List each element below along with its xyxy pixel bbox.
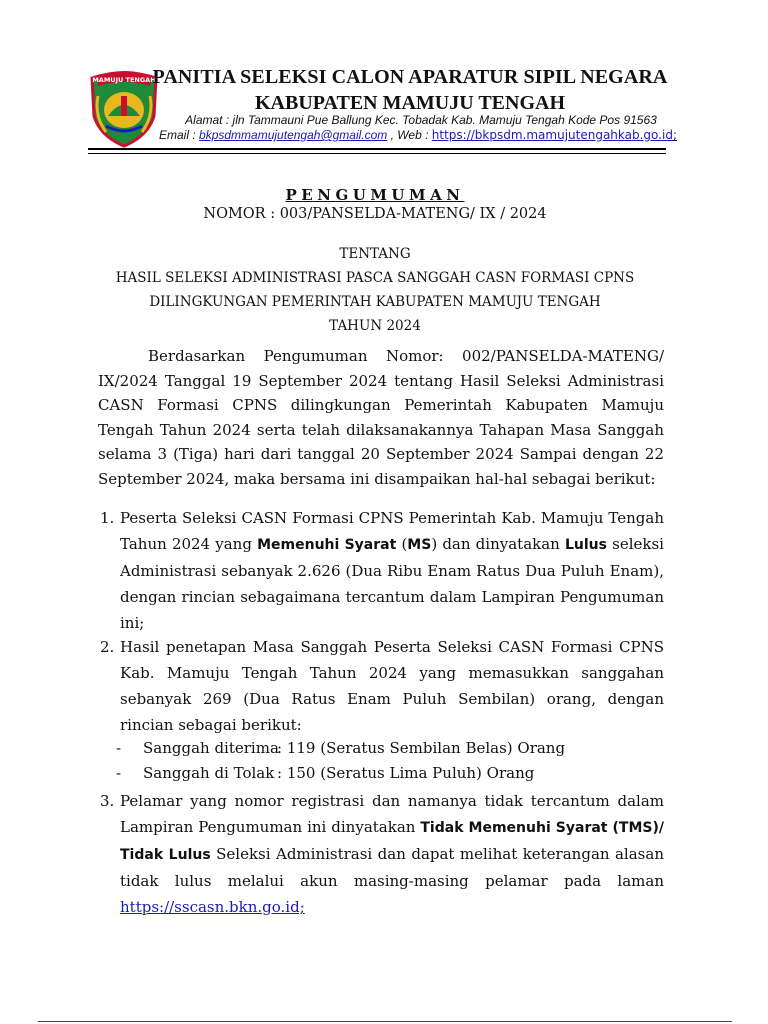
header-rule-thin <box>88 153 666 154</box>
sub-item-accepted <box>116 736 565 760</box>
emblem-text: MAMUJU TENGAH <box>92 76 156 84</box>
sub-label: Sanggah diterima <box>143 739 279 757</box>
address: Alamat : jln Tammauni Pue Ballung Kec. Tobadak Kab. Mamuju Tengah Kode Pos 91563 <box>185 113 657 127</box>
web-link[interactable]: https://bkpsdm.mamujutengahkab.go.id; <box>431 128 677 142</box>
sub-value: : 119 (Seratus Sembilan Belas) Orang <box>277 739 566 757</box>
item-number: 2. <box>100 638 115 656</box>
item-text: Hasil penetapan Masa Sanggah Peserta Seleksi CASN Formasi CPNS Kab. Mamuju Tengah Tahun 2024 yang memasukkan sanggahan sebanyak 269 (Dua Ratus Enam Puluh Sembilan) orang, dengan rincian sebagai berikut: <box>120 638 664 734</box>
email-label: Email : <box>159 128 196 142</box>
sub-dash: - <box>116 764 122 782</box>
intro-text: Berdasarkan Pengumuman Nomor: 002/PANSELDA-MATENG/ IX/2024 Tanggal 19 September 2024 tentang Hasil Seleksi Administrasi CASN Formasi CPNS dilingkungan Pemerintah Kabupaten Mamuju Tengah Tahun 2024 serta telah dilaksanakannya Tahapan Masa Sanggah selama 3 (Tiga) hari dari tanggal 20 September 2024 Sampai dengan 22 September 2024, maka bersama ini disampaikan hal-hal sebagai berikut: <box>98 347 664 488</box>
announcement-number: NOMOR : 003/PANSELDA-MATENG/ IX / 2024 <box>203 206 547 222</box>
web-label: , Web : <box>390 128 429 142</box>
org-title: PANITIA SELEKSI CALON APARATUR SIPIL NEGARA <box>152 66 668 88</box>
page-bottom-rule <box>38 1021 732 1022</box>
subject-line-2: HASIL SELEKSI ADMINISTRASI PASCA SANGGAH CASN FORMASI CPNS <box>115 270 635 286</box>
subject-line-1: TENTANG <box>339 246 411 262</box>
item-text: Pelamar yang nomor registrasi dan namanya tidak tercantum dalam Lampiran Pengumuman ini dinyatakan Tidak Memenuhi Syarat (TMS)/ Tidak Lulus Seleksi Administrasi dan dapat melihat keterangan alasan tidak lulus melalui akun masing-masing pelamar pada laman https://sscasn.bkn.go.id; <box>120 792 665 916</box>
list-item <box>100 505 664 636</box>
item-number: 3. <box>100 792 115 810</box>
announcement-title-block <box>86 186 664 224</box>
org-subtitle: KABUPATEN MAMUJU TENGAH <box>255 92 565 114</box>
subject-line-3: DILINGKUNGAN PEMERINTAH KABUPATEN MAMUJU TENGAH <box>149 294 601 310</box>
list-item <box>100 788 664 920</box>
header-rule-thick <box>88 148 666 150</box>
sub-label: Sanggah di Tolak <box>143 764 275 782</box>
sscasn-link[interactable]: https://sscasn.bkn.go.id; <box>120 898 305 916</box>
subject-block <box>86 242 664 338</box>
sub-item-rejected <box>116 761 534 785</box>
intro-paragraph <box>98 344 664 491</box>
item-number: 1. <box>100 509 115 527</box>
list-item <box>100 634 664 738</box>
item-text: Peserta Seleksi CASN Formasi CPNS Pemerintah Kab. Mamuju Tengah Tahun 2024 yang Memenuhi Syarat (MS) dan dinyatakan Lulus seleksi Administrasi sebanyak 2.626 (Dua Ribu Enam Ratus Dua Puluh Enam), dengan rincian sebagaimana tercantum dalam Lampiran Pengumuman ini; <box>120 509 664 632</box>
letterhead <box>0 0 768 160</box>
subject-line-4: TAHUN 2024 <box>329 318 421 334</box>
contact-line <box>0 128 768 142</box>
announcement-title: PENGUMUMAN <box>285 186 465 204</box>
sub-value: : 150 (Seratus Lima Puluh) Orang <box>277 764 535 782</box>
email-link[interactable]: bkpsdmmamujutengah@gmail.com <box>199 128 388 142</box>
sub-dash: - <box>116 739 122 757</box>
